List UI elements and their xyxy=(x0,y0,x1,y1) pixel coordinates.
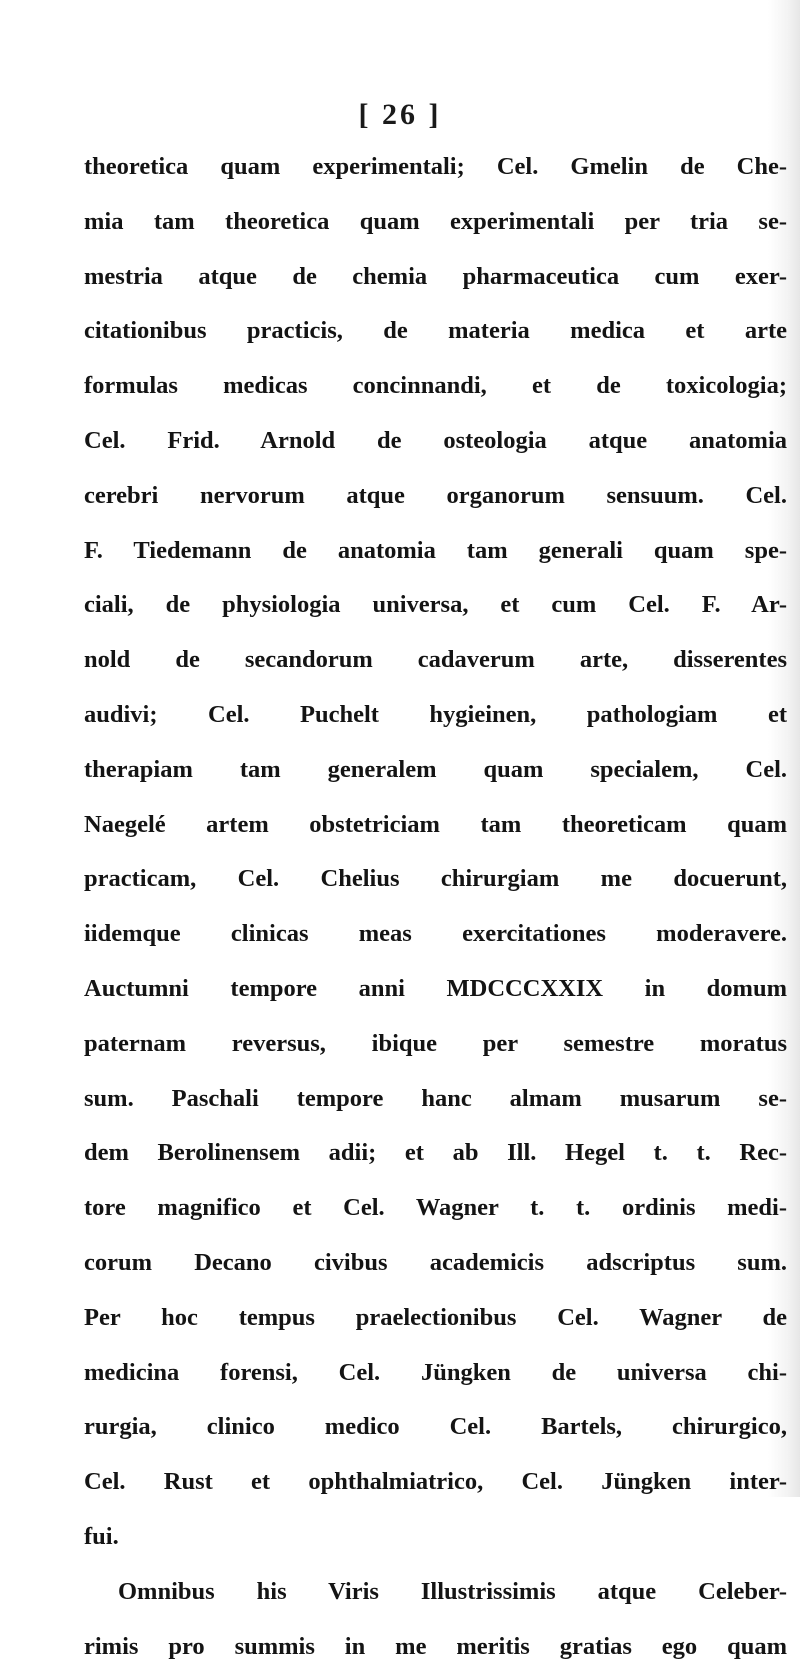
text-line: citationibus practicis, de materia medica et arte xyxy=(84,317,787,345)
text-line: tore magnifico et Cel. Wagner t. t. ordinis medi- xyxy=(84,1194,787,1222)
text-line: cerebri nervorum atque organorum sensuum. Cel. xyxy=(84,481,787,509)
text-line: ciali, de physiologia universa, et cum Cel. F. Ar- xyxy=(84,591,787,619)
text-line: mestria atque de chemia pharmaceutica cum exer- xyxy=(84,262,787,290)
text-line: Cel. Frid. Arnold de osteologia atque anatomia xyxy=(84,426,787,454)
text-line: formulas medicas concinnandi, et de toxicologia; xyxy=(84,372,787,400)
text-line: theoretica quam experimentali; Cel. Gmelin de Che- xyxy=(84,153,787,180)
text-line: F. Tiedemann de anatomia tam generali quam spe- xyxy=(84,536,787,564)
text-line: Naegelé artem obstetriciam tam theoreticam quam xyxy=(84,810,787,838)
text-line: audivi; Cel. Puchelt hygieinen, pathologiam et xyxy=(84,700,787,728)
text-line: rurgia, clinico medico Cel. Bartels, chirurgico, xyxy=(84,1413,787,1441)
text-line: medicina forensi, Cel. Jüngken de universa chi- xyxy=(84,1358,787,1386)
text-line: practicam, Cel. Chelius chirurgiam me docuerunt, xyxy=(84,865,787,893)
text-line: sum. Paschali tempore hanc almam musarum se- xyxy=(84,1084,787,1112)
text-line: Per hoc tempus praelectionibus Cel. Wagner de xyxy=(84,1303,787,1331)
text-line: Cel. Rust et ophthalmiatrico, Cel. Jüngken inter- xyxy=(84,1468,787,1496)
text-line: iidemque clinicas meas exercitationes moderavere. xyxy=(84,920,787,948)
text-line: Omnibus his Viris Illustrissimis atque Celeber- xyxy=(118,1577,787,1605)
text-line: mia tam theoretica quam experimentali per tria se- xyxy=(84,207,787,235)
text-line: dem Berolinensem adii; et ab Ill. Hegel t. t. Rec- xyxy=(84,1139,787,1167)
text-line: rimis pro summis in me meritis gratias ego quam xyxy=(84,1632,787,1660)
text-line: nold de secandorum cadaverum arte, disserentes xyxy=(84,646,787,674)
text-line: fui. xyxy=(84,1522,119,1550)
page-number: [ 26 ] xyxy=(358,98,442,131)
text-line: Auctumni tempore anni MDCCCXXIX in domum xyxy=(84,974,787,1002)
text-line: paternam reversus, ibique per semestre moratus xyxy=(84,1029,787,1057)
text-line: therapiam tam generalem quam specialem, Cel. xyxy=(84,755,787,783)
text-line: corum Decano civibus academicis adscriptus sum. xyxy=(84,1248,787,1276)
body-text xyxy=(84,140,787,1674)
